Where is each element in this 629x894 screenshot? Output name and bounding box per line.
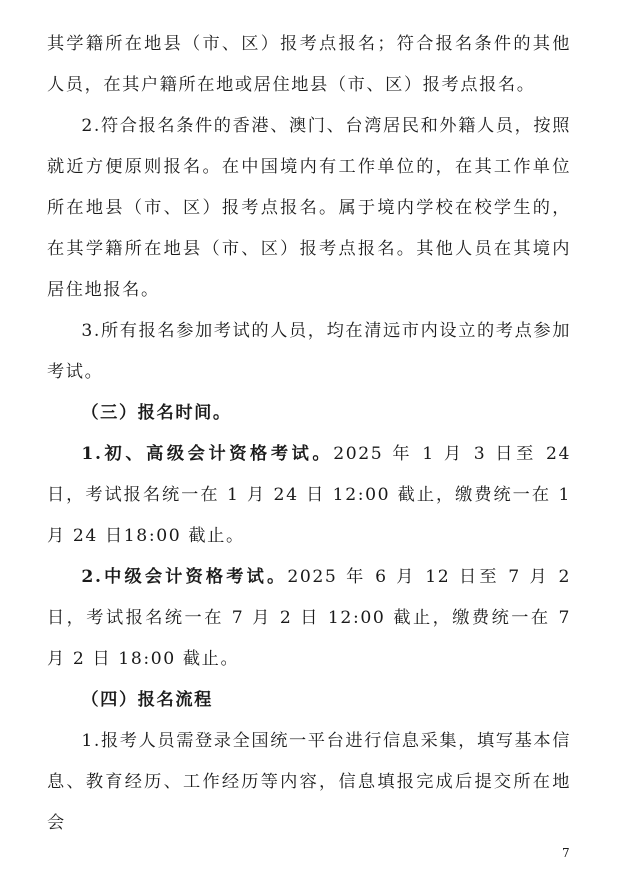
document-page xyxy=(47,24,571,844)
item-title-junior-senior: 1.初、高级会计资格考试。 xyxy=(81,444,334,464)
paragraph-hk-macao-taiwan-foreign: 2.符合报名条件的香港、澳门、台湾居民和外籍人员，按照就近方便原则报名。在中国境内有工作单位的，在其工作单位所在地县（市、区）报考点报名。属于境内学校在校学生的，在其学籍所在地县（市、区）报考点报名。其他人员在其境内居住地报名。 xyxy=(47,116,571,300)
paragraph-registration-flow-step1: 1.报考人员需登录全国统一平台进行信息采集，填写基本信息、教育经历、工作经历等内容，信息填报完成后提交所在地会 xyxy=(47,731,571,833)
item-text-intermediate: 2025 年 6 月 12 日至 7 月 2 日，考试报名统一在 7 月 2 日 12:00 截止，缴费统一在 7 月 2 日 18:00 截止。 xyxy=(47,567,571,669)
item-text-junior-senior: 2025 年 1 月 3 日至 24 日，考试报名统一在 1 月 24 日 12:00 截止，缴费统一在 1 月 24 日18:00 截止。 xyxy=(47,444,572,546)
paragraph-registration-location: 其学籍所在地县（市、区）报考点报名；符合报名条件的其他人员，在其户籍所在地或居住地县（市、区）报考点报名。 xyxy=(47,34,571,95)
item-title-intermediate: 2.中级会计资格考试。 xyxy=(81,567,288,587)
paragraph-exam-venue: 3.所有报名参加考试的人员，均在清远市内设立的考点参加考试。 xyxy=(47,321,571,382)
section-heading-registration-time: （三）报名时间。 xyxy=(81,403,232,423)
page-number: 7 xyxy=(562,846,570,860)
paragraph-intermediate-exam-time xyxy=(47,557,571,680)
section-heading-registration-flow: （四）报名流程 xyxy=(81,690,213,710)
paragraph-junior-senior-exam-time xyxy=(47,434,571,557)
